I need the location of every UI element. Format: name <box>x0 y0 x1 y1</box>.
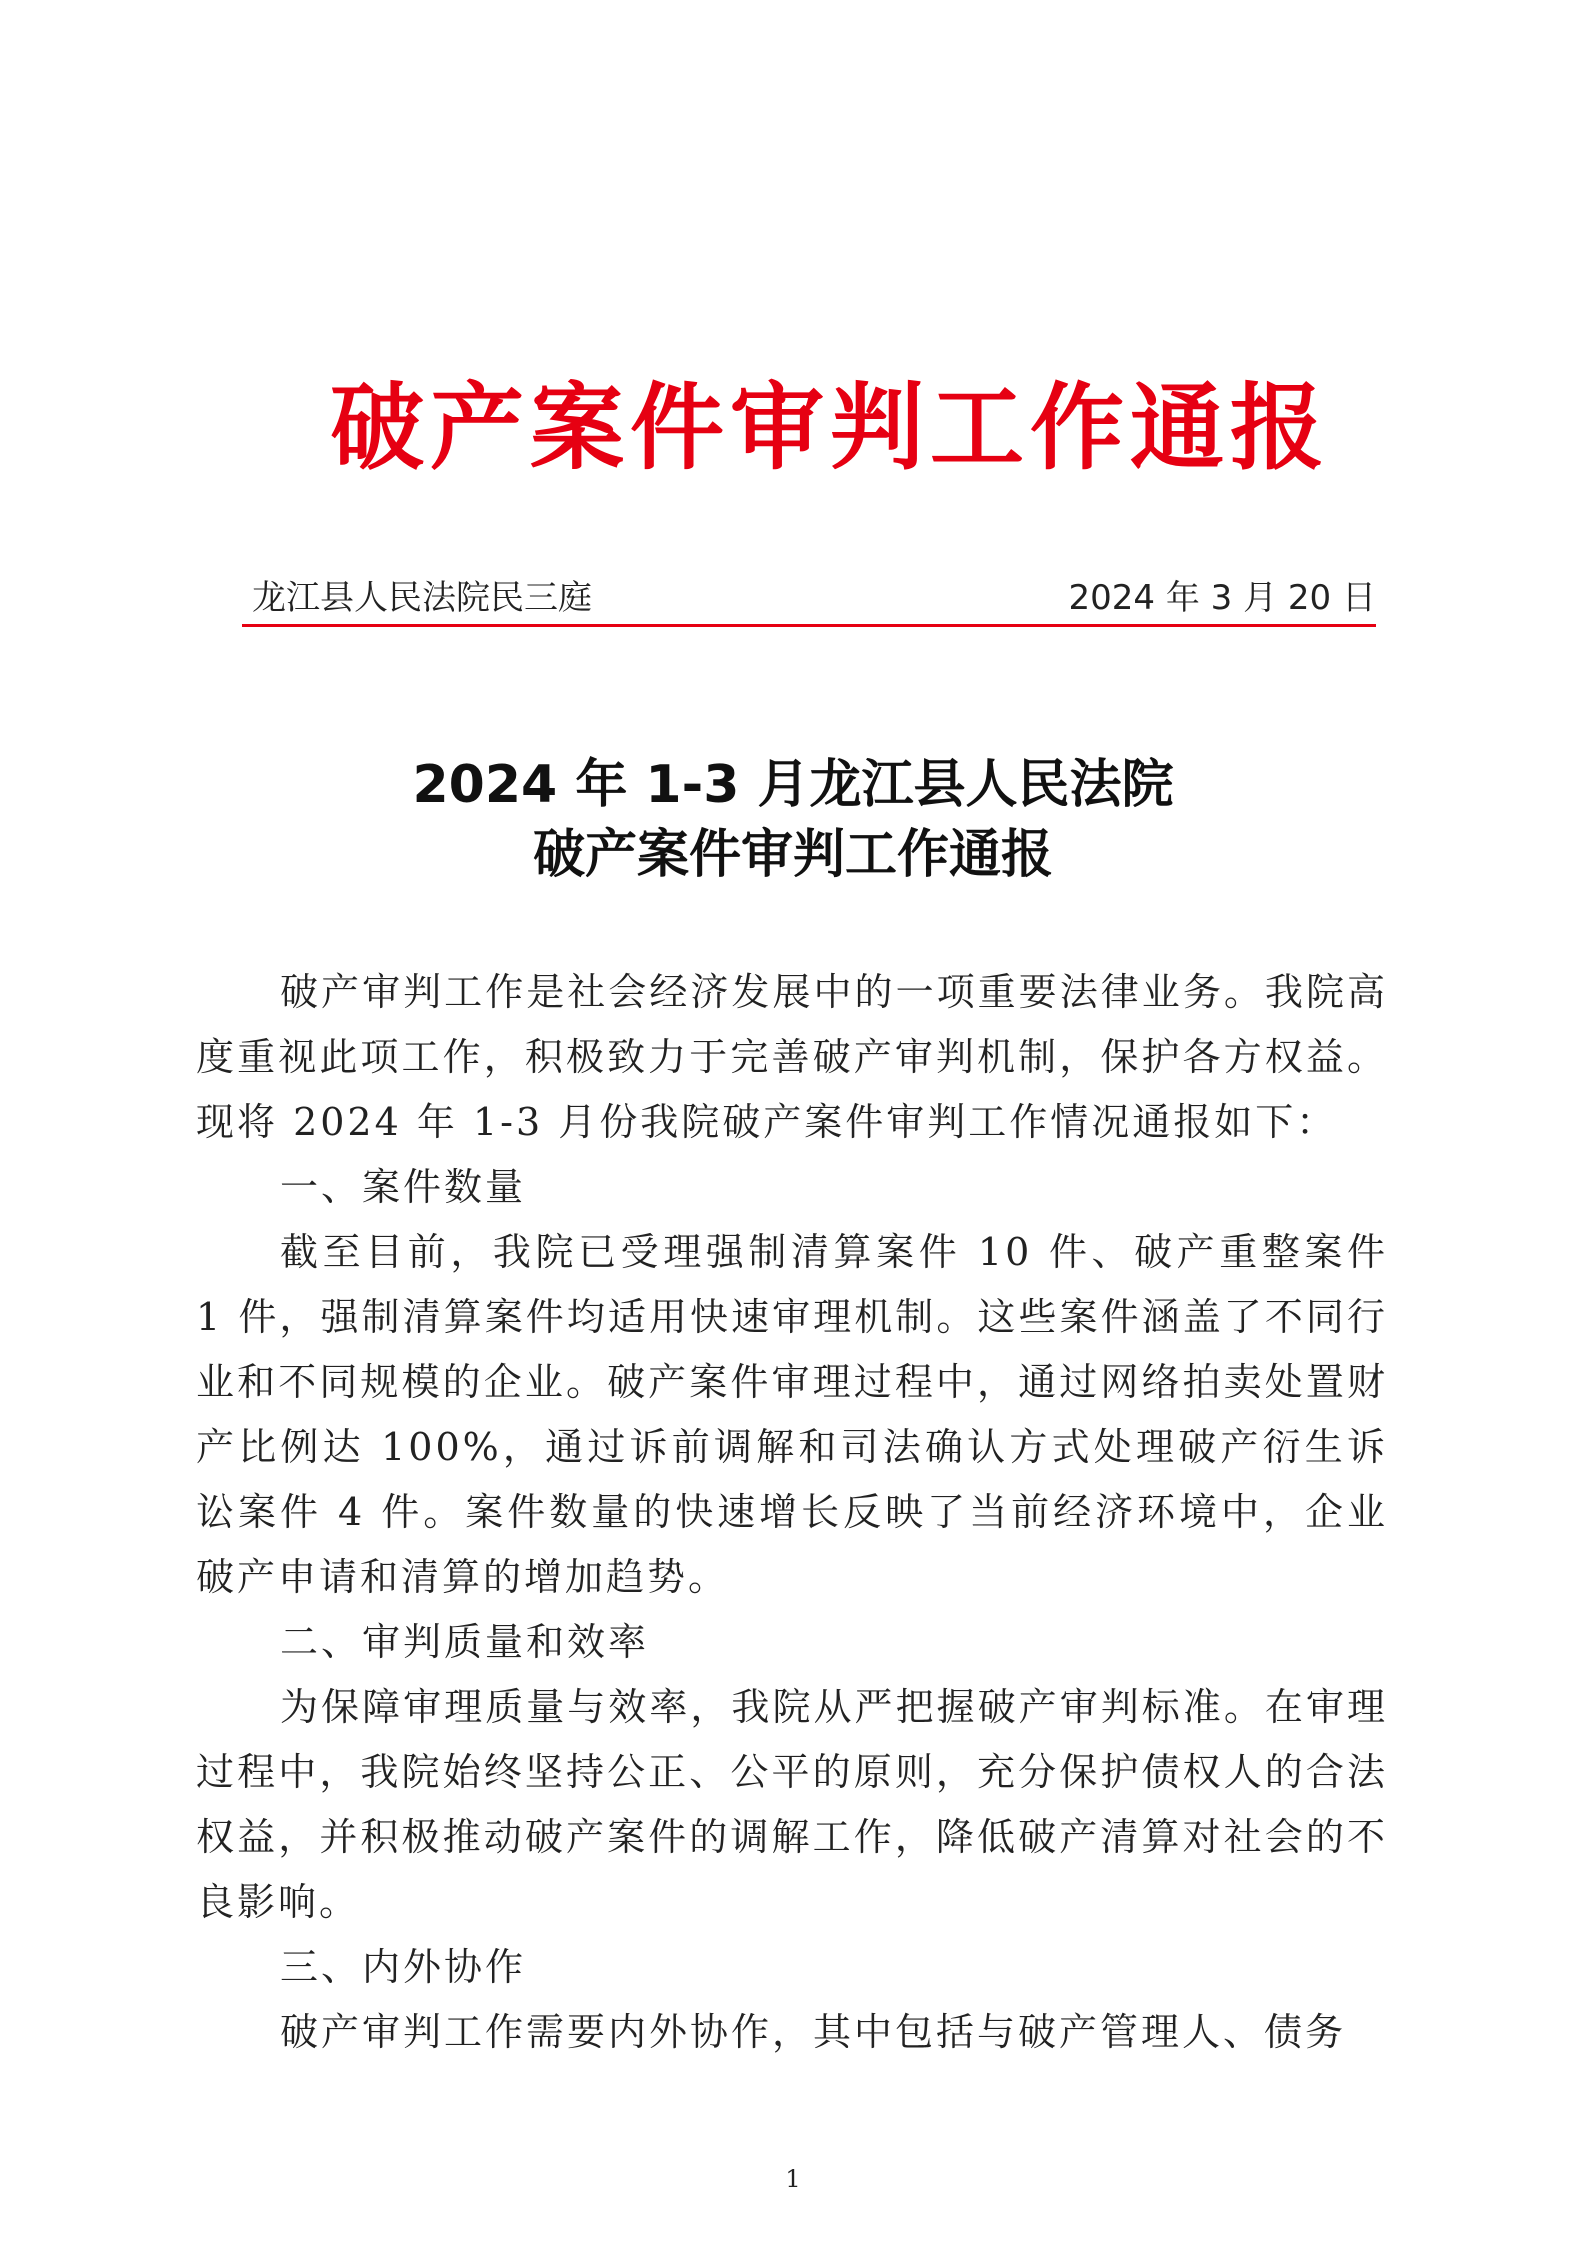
red-divider-line <box>242 624 1376 627</box>
section-heading-2: 二、审判质量和效率 <box>280 1620 650 1664</box>
masthead-title: 破产案件审判工作通报 <box>330 373 1331 483</box>
title-line-1: 2024 年 1-3 月龙江县人民法院 <box>412 755 1174 815</box>
section-paragraph-3: 破产审判工作需要内外协作，其中包括与破产管理人、债务 <box>280 2010 1347 2054</box>
page-number: 1 <box>785 2165 801 2193</box>
intro-paragraph: 破产审判工作是社会经济发展中的一项重要法律业务。我院高度重视此项工作，积极致力于完善破产审判机制，保护各方权益。现将 2024 年 1-3 月份我院破产案件审判工作情况通报如下： <box>196 970 1388 1144</box>
title-line-2: 破产案件审判工作通报 <box>532 825 1053 885</box>
section-paragraph-2: 为保障审理质量与效率，我院从严把握破产审判标准。在审理过程中，我院始终坚持公正、公平的原则，充分保护债权人的合法权益，并积极推动破产案件的调解工作，降低破产清算对社会的不良影响。 <box>196 1685 1388 1924</box>
issue-date: 2024 年 3 月 20 日 <box>1068 578 1376 618</box>
issuer-name: 龙江县人民法院民三庭 <box>252 578 592 618</box>
document-body <box>196 960 1388 2065</box>
issuer-date-row <box>252 570 1376 618</box>
section-paragraph-1: 截至目前，我院已受理强制清算案件 10 件、破产重整案件 1 件，强制清算案件均适用快速审理机制。这些案件涵盖了不同行业和不同规模的企业。破产案件审理过程中，通过网络拍卖处置财产比例达 100%，通过诉前调解和司法确认方式处理破产衍生诉讼案件 4 件。案件数量的快速增长反映了当前经济环境中，企业破产申请和清算的增加趋势。 <box>196 1230 1388 1599</box>
section-heading-3: 三、内外协作 <box>280 1945 527 1989</box>
section-heading-1: 一、案件数量 <box>280 1165 527 1209</box>
document-title <box>0 750 1586 890</box>
